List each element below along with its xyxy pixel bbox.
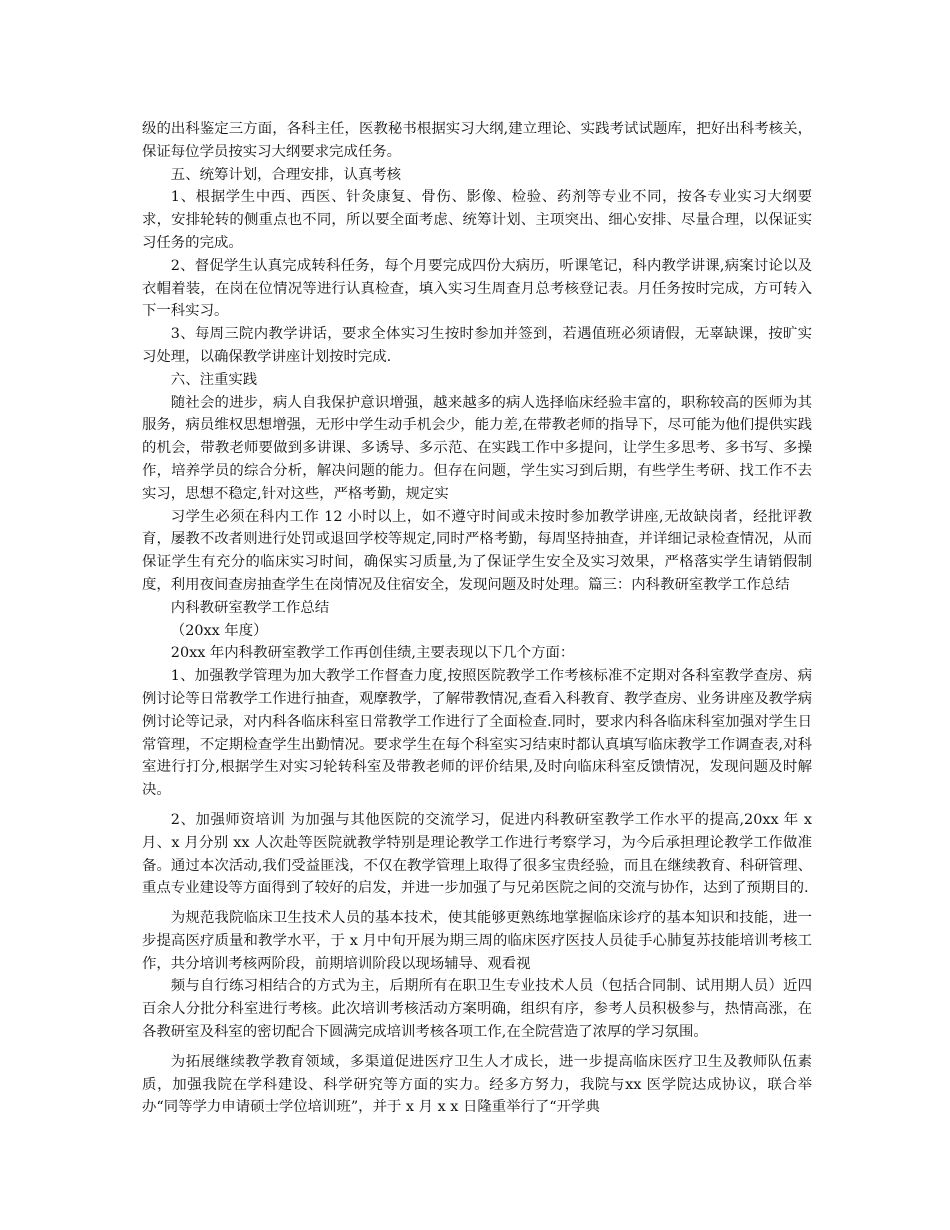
document-page bbox=[142, 118, 812, 1119]
section-heading-5: 五、统筹计划，合理安排，认真考核 bbox=[170, 166, 402, 183]
paragraph-continuing-education: 为拓展继续教学教育领域，多渠道促进医疗卫生人才成长，进一步提高临床医疗卫生及教师队伍素质，加强我院在学科建设、科学研究等方面的实力。经多方努力，我院与xx 医学院达成协议，联合举办“同等学力申请硕士学位培训班”，并于 x 月 x x 日隆重举行了“开学典 bbox=[142, 1053, 812, 1116]
paragraph-teaching-management: 1、加强教学管理为加大教学工作督查力度,按照医院教学工作考核标准不定期对各科室教学查房、病例讨论等日常教学工作进行抽查，观摩教学，了解带教情况,查看入科教育、教学查房、业务讲座及教学病例讨论等记录，对内科各临床科室日常教学工作进行了全面检查.同时，要求内科各临床科室加强对学生日常管理，不定期检查学生出勤情况。要求学生在每个科室实习结束时都认真填写临床教学工作调查表,对科室进行打分,根据学生对实习轮转科室及带教老师的评价结果,及时向临床科室反馈情况，发现问题及时解决。 bbox=[142, 668, 812, 799]
paragraph-item-2: 2、督促学生认真完成转科任务，每个月要完成四份大病历，听课笔记，科内教学讲课,病案讨论以及衣帽着装，在岗在位情况等进行认真检查，填入实习生周查月总考核登记表。月任务按时完成，方可转入下一科实习。 bbox=[142, 257, 812, 320]
paragraph-continuation: 级的出科鉴定三方面，各科主任，医教秘书根据实习大纲,建立理论、实践考试试题库，把好出科考核关，保证每位学员按实习大纲要求完成任务。 bbox=[142, 121, 812, 160]
paragraph-intro: 20xx 年内科教研室教学工作再创佳绩,主要表现以下几个方面： bbox=[170, 645, 575, 662]
section-heading-6: 六、注重实践 bbox=[170, 371, 258, 388]
paragraph-teacher-training: 2、加强师资培训 为加强与其他医院的交流学习，促进内科教研室教学工作水平的提高,20xx 年 x 月、x 月分别 xx 人次赴等医院就教学特别是理论教学工作进行考察学习，为今后承担理论教学工作做准备。通过本次活动,我们受益匪浅，不仅在教学管理上取得了很多宝贵经验，而且在继续教育、科研管理、重点专业建设等方面得到了较好的启发，并进一步加强了与兄弟医院之间的交流与协作，达到了预期目的. bbox=[142, 811, 812, 897]
subtitle-summary: 内科教研室教学工作总结 bbox=[170, 599, 330, 616]
paragraph-cpr-training: 为规范我院临床卫生技术人员的基本技术，使其能够更熟练地掌握临床诊疗的基本知识和技能，进一步提高医疗质量和教学水平，于 x 月中旬开展为期三周的临床医疗医技人员徒手心肺复苏技能培训考核工作，共分培训考核两阶段，前期培训阶段以现场辅导、观看视 bbox=[142, 910, 812, 972]
paragraph-practice: 随社会的进步，病人自我保护意识增强，越来越多的病人选择临床经验丰富的，职称较高的医师为其服务，病员维权思想增强，无形中学生动手机会少，能力差,在带教老师的指导下，尽可能为他们提供实践的机会，带教老师要做到多讲课、多诱导、多示范、在实践工作中多提问，让学生多思考、多书写、多操作，培养学员的综合分析，解决问题的能力。但存在问题，学生实习到后期，有些学生考研、找工作不去实习，思想不稳定,针对这些，严格考勤，规定实 bbox=[142, 394, 812, 502]
paragraph-item-3: 3、每周三院内教学讲话，要求全体实习生按时参加并签到，若遇值班必须请假，无辜缺课，按旷实习处理，以确保教学讲座计划按时完成. bbox=[142, 326, 812, 365]
paragraph-attendance: 习学生必须在科内工作 12 小时以上，如不遵守时间或未按时参加教学讲座,无故缺岗者，经批评教育，屡教不改者则进行处罚或退回学校等规定,同时严格考勤，每周坚持抽查，并详细记录检查情况，从而保证学生有充分的临床实习时间，确保实习质量,为了保证学生安全及实习效果，严格落实学生请销假制度，利用夜间查房抽查学生在岗情况及住宿安全，发现问题及时处理。篇三：内科教研室教学工作总结 bbox=[142, 508, 812, 593]
paragraph-item-1: 1、根据学生中西、西医、针灸康复、骨伤、影像、检验、药剂等专业不同，按各专业实习大纲要求，安排轮转的侧重点也不同，所以要全面考虑、统筹计划、主项突出、细心安排、尽量合理，以保证实习任务的完成。 bbox=[142, 189, 812, 251]
paragraph-cpr-assessment: 频与自行练习相结合的方式为主，后期所有在职卫生专业技术人员（包括合同制、试用期人员）近四百余人分批分科室进行考核。此次培训考核活动方案明确，组织有序，参考人员积极参与，热情高涨，在各教研室及科室的密切配合下圆满完成培训考核各项工作,在全院营造了浓厚的学习氛围。 bbox=[142, 978, 812, 1041]
subtitle-year: （20xx 年度） bbox=[170, 622, 268, 639]
